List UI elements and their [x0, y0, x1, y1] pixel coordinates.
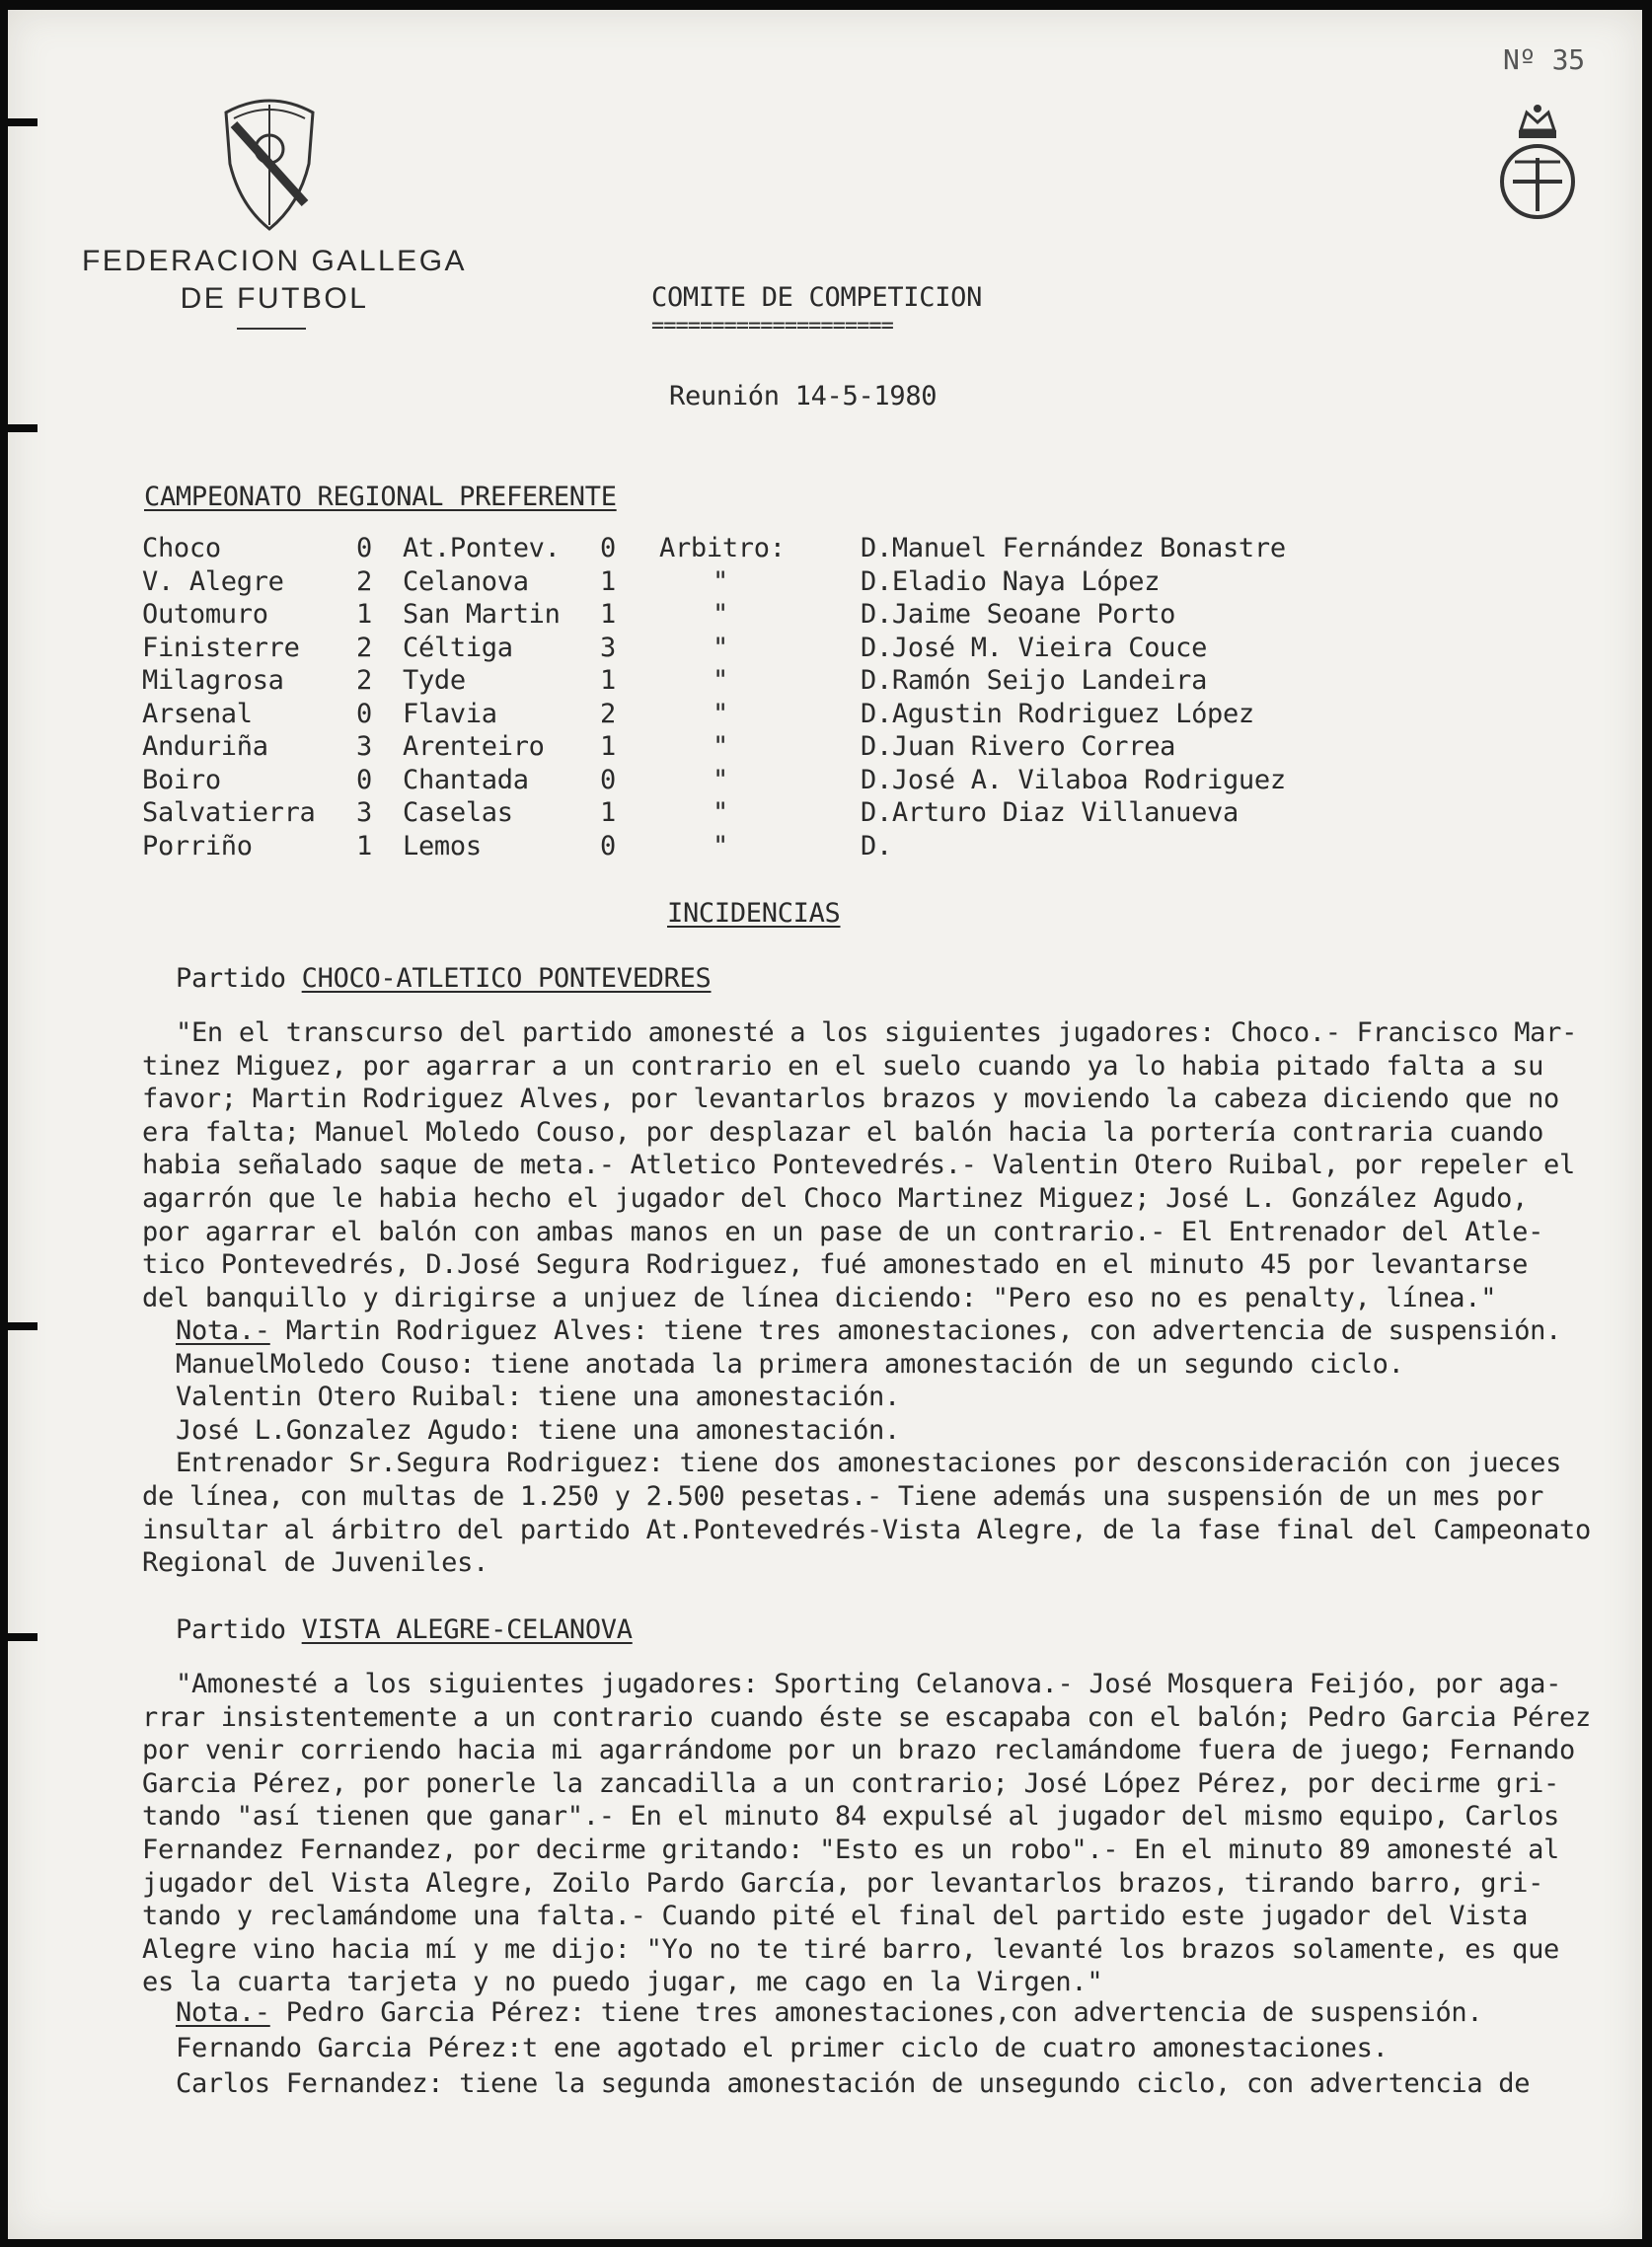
- match2-notes: [142, 1995, 1530, 2102]
- match2-nota-label: Nota.-: [176, 1997, 270, 2028]
- federation-name-line2: DE FUTBOL: [180, 282, 369, 315]
- report-line: tando y reclamándome una falta.- Cuando pité el final del partido este jugador del Vista: [142, 1901, 1529, 1932]
- match2-note: Fernando Garcia Pérez:t ene agotado el primer ciclo de cuatro amonestaciones.: [176, 2033, 1389, 2063]
- match2-note: Pedro Garcia Pérez: tiene tres amonestaciones,con advertencia de suspensión.: [285, 1997, 1483, 2028]
- result-as: 1: [600, 599, 616, 630]
- report-line: "En el transcurso del partido amonesté a los siguientes jugadores: Choco.- Francisco Mar-: [176, 1017, 1578, 1048]
- result-ref-label: ": [713, 698, 728, 729]
- match2-note: Carlos Fernandez: tiene la segunda amonestación de unsegundo ciclo, con advertencia de: [176, 2068, 1531, 2099]
- result-referee: D.Agustin Rodriguez López: [861, 698, 1254, 729]
- report-line: "Amonesté a los siguientes jugadores: Sporting Celanova.- José Mosquera Feijóo, por aga-: [176, 1669, 1562, 1699]
- note-row: [176, 1995, 1530, 2031]
- result-away: Arenteiro: [403, 731, 545, 762]
- result-row: [142, 765, 1334, 798]
- result-row: [142, 665, 1334, 699]
- document-page: [8, 10, 1642, 2239]
- result-ref-label: ": [713, 599, 728, 630]
- report-line: por agarrar el balón con ambas manos en un pase de un contrario.- El Entrenador del Atle-: [142, 1216, 1544, 1247]
- match1-note: ManuelMoledo Couso: tiene anotada la primera amonestación de un segundo ciclo.: [176, 1348, 1404, 1380]
- result-home: Porriño: [142, 830, 253, 861]
- result-as: 1: [600, 665, 616, 696]
- result-as: 3: [600, 632, 616, 663]
- incidencias-title: INCIDENCIAS: [667, 898, 841, 929]
- result-hs: 0: [356, 698, 372, 729]
- report-line: tando "así tienen que ganar".- En el minuto 84 expulsé al jugador del mismo equipo, Carlos: [142, 1801, 1559, 1833]
- result-away: Lemos: [403, 830, 482, 861]
- result-as: 0: [600, 830, 616, 861]
- result-ref-label: ": [713, 764, 728, 795]
- result-hs: 2: [356, 632, 372, 663]
- result-away: Celanova: [403, 565, 529, 597]
- match1-note: Entrenador Sr.Segura Rodriguez: tiene dos amonestaciones por desconsideración con jueces: [176, 1448, 1562, 1479]
- result-ref-label: ": [713, 632, 728, 663]
- result-hs: 2: [356, 565, 372, 597]
- report-line: jugador del Vista Alegre, Zoilo Pardo García, por levantarlos brazos, tirando barro, gri-: [142, 1867, 1544, 1899]
- result-hs: 3: [356, 731, 372, 762]
- result-row: [142, 699, 1334, 732]
- result-ref-label: ": [713, 830, 728, 861]
- report-line: Alegre vino hacia mí y me dijo: "Yo no te tiré barro, levanté los brazos solamente, es que: [142, 1933, 1559, 1965]
- result-referee: D.Arturo Diaz Villanueva: [861, 797, 1239, 828]
- binder-hole: [8, 424, 38, 432]
- result-row: [142, 797, 1334, 831]
- result-away: Tyde: [403, 665, 466, 696]
- result-as: 0: [600, 764, 616, 795]
- page-number: Nº 35: [1503, 43, 1585, 76]
- result-referee: D.Juan Rivero Correa: [861, 731, 1176, 762]
- match1-title: [176, 963, 712, 994]
- result-hs: 0: [356, 764, 372, 795]
- result-referee: D.José A. Vilaboa Rodriguez: [861, 764, 1286, 795]
- header-divider: [237, 328, 306, 330]
- note-row: [142, 1314, 1591, 1348]
- result-ref-label: ": [713, 565, 728, 597]
- championship-title: CAMPEONATO REGIONAL PREFERENTE: [144, 482, 617, 512]
- binder-hole: [8, 1633, 38, 1641]
- report-line: del banquillo y dirigirse a unjuez de línea diciendo: "Pero eso no es penalty, línea.": [142, 1282, 1497, 1313]
- match2-title-teams: VISTA ALEGRE-CELANOVA: [301, 1614, 633, 1645]
- result-home: Boiro: [142, 764, 221, 795]
- result-row: [142, 533, 1334, 566]
- result-home: Arsenal: [142, 698, 253, 729]
- result-hs: 1: [356, 830, 372, 861]
- result-referee: D.Jaime Seoane Porto: [861, 599, 1176, 630]
- match1-note: Regional de Juveniles.: [142, 1547, 489, 1579]
- results-table: [142, 533, 1334, 863]
- result-row: [142, 599, 1334, 633]
- result-referee: D.Ramón Seijo Landeira: [861, 665, 1208, 696]
- match1-title-prefix: Partido: [176, 963, 302, 994]
- match1-notes: [142, 1314, 1591, 1580]
- report-line: rrar insistentemente a un contrario cuando éste se escapaba con el balón; Pedro Garcia Pérez: [142, 1701, 1591, 1733]
- report-line: Fernandez Fernandez, por decirme gritando: "Esto es un robo".- En el minuto 89 amonesté al: [142, 1834, 1559, 1865]
- result-ref-label: ": [713, 731, 728, 762]
- binder-hole: [8, 118, 38, 126]
- result-home: Milagrosa: [142, 665, 284, 696]
- result-home: Outomuro: [142, 599, 268, 630]
- match1-report: [142, 1016, 1632, 1314]
- federation-shield-logo: [220, 95, 319, 233]
- result-as: 0: [600, 533, 616, 563]
- report-line: por venir corriendo hacia mi agarrándome por un brazo reclamándome fuera de juego; Fernando: [142, 1735, 1575, 1766]
- report-line: agarrón que le habia hecho el jugador del Choco Martinez Miguez; José L. González Agudo,: [142, 1182, 1529, 1214]
- report-line: tinez Miguez, por agarrar a un contrario en el suelo cuando ya lo habia pitado falta a su: [142, 1050, 1544, 1082]
- match2-title: [176, 1614, 633, 1645]
- report-line: era falta; Manuel Moledo Couso, por desplazar el balón hacia la portería contraria cuando: [142, 1116, 1544, 1148]
- result-as: 1: [600, 731, 616, 762]
- result-ref-label: ": [713, 665, 728, 696]
- result-away: At.Pontev.: [403, 533, 561, 563]
- result-home: Finisterre: [142, 632, 300, 663]
- result-as: 1: [600, 797, 616, 828]
- report-line: es la cuarta tarjeta y no puedo jugar, me cago en la Virgen.": [142, 1967, 1103, 1998]
- committee-title-underline: ====================: [651, 314, 893, 338]
- result-row: [142, 831, 1334, 864]
- result-as: 1: [600, 565, 616, 597]
- meeting-date: Reunión 14-5-1980: [669, 381, 938, 412]
- federation-name: [67, 243, 482, 318]
- result-hs: 2: [356, 665, 372, 696]
- match1-nota-label: Nota.-: [176, 1315, 270, 1346]
- result-hs: 1: [356, 599, 372, 630]
- result-hs: 3: [356, 797, 372, 828]
- committee-title: COMITE DE COMPETICION: [651, 282, 983, 313]
- match1-note: Valentin Otero Ruibal: tiene una amonestación.: [176, 1382, 900, 1413]
- federation-name-line1: FEDERACION GALLEGA: [81, 245, 468, 277]
- match1-note: José L.Gonzalez Agudo: tiene una amonestación.: [176, 1414, 900, 1446]
- report-line: Garcia Pérez, por ponerle la zancadilla a un contrario; José López Pérez, por decirme gri-: [142, 1767, 1559, 1799]
- report-line: favor; Martin Rodriguez Alves, por levantarlos brazos y moviendo la cabeza diciendo que no: [142, 1084, 1559, 1115]
- match2-report: [142, 1668, 1632, 1999]
- report-line: tico Pontevedrés, D.José Segura Rodriguez, fué amonestado en el minuto 45 por levantarse: [142, 1249, 1529, 1281]
- result-row: [142, 731, 1334, 765]
- result-referee: D.: [861, 830, 892, 861]
- result-home: V. Alegre: [142, 565, 284, 597]
- result-as: 2: [600, 698, 616, 729]
- result-away: Caselas: [403, 797, 513, 828]
- result-away: Flavia: [403, 698, 497, 729]
- match1-note: de línea, con multas de 1.250 y 2.500 pesetas.- Tiene además una suspensión de un mes por: [142, 1480, 1544, 1512]
- result-away: Chantada: [403, 764, 529, 795]
- match1-note: Martin Rodriguez Alves: tiene tres amonestaciones, con advertencia de suspensión.: [285, 1315, 1562, 1346]
- result-ref-label: Arbitro:: [659, 533, 786, 563]
- match1-title-teams: CHOCO-ATLETICO PONTEVEDRES: [301, 963, 712, 994]
- report-line: habia señalado saque de meta.- Atletico Pontevedrés.- Valentin Otero Ruibal, por repeler el: [142, 1150, 1575, 1181]
- match1-note: insultar al árbitro del partido At.Pontevedrés-Vista Alegre, de la fase final del Campeonato: [142, 1514, 1591, 1545]
- result-row: [142, 566, 1334, 600]
- result-referee: D.Manuel Fernández Bonastre: [861, 533, 1286, 563]
- result-hs: 0: [356, 533, 372, 563]
- match2-title-prefix: Partido: [176, 1614, 302, 1645]
- result-home: Choco: [142, 533, 221, 563]
- result-referee: D.Eladio Naya López: [861, 565, 1161, 597]
- result-away: Céltiga: [403, 632, 513, 663]
- result-ref-label: ": [713, 797, 728, 828]
- result-row: [142, 633, 1334, 666]
- result-home: Salvatierra: [142, 797, 316, 828]
- result-away: San Martin: [403, 599, 561, 630]
- result-home: Anduriña: [142, 731, 268, 762]
- binder-hole: [8, 1322, 38, 1330]
- royal-crest-logo: [1493, 101, 1582, 229]
- result-referee: D.José M. Vieira Couce: [861, 632, 1208, 663]
